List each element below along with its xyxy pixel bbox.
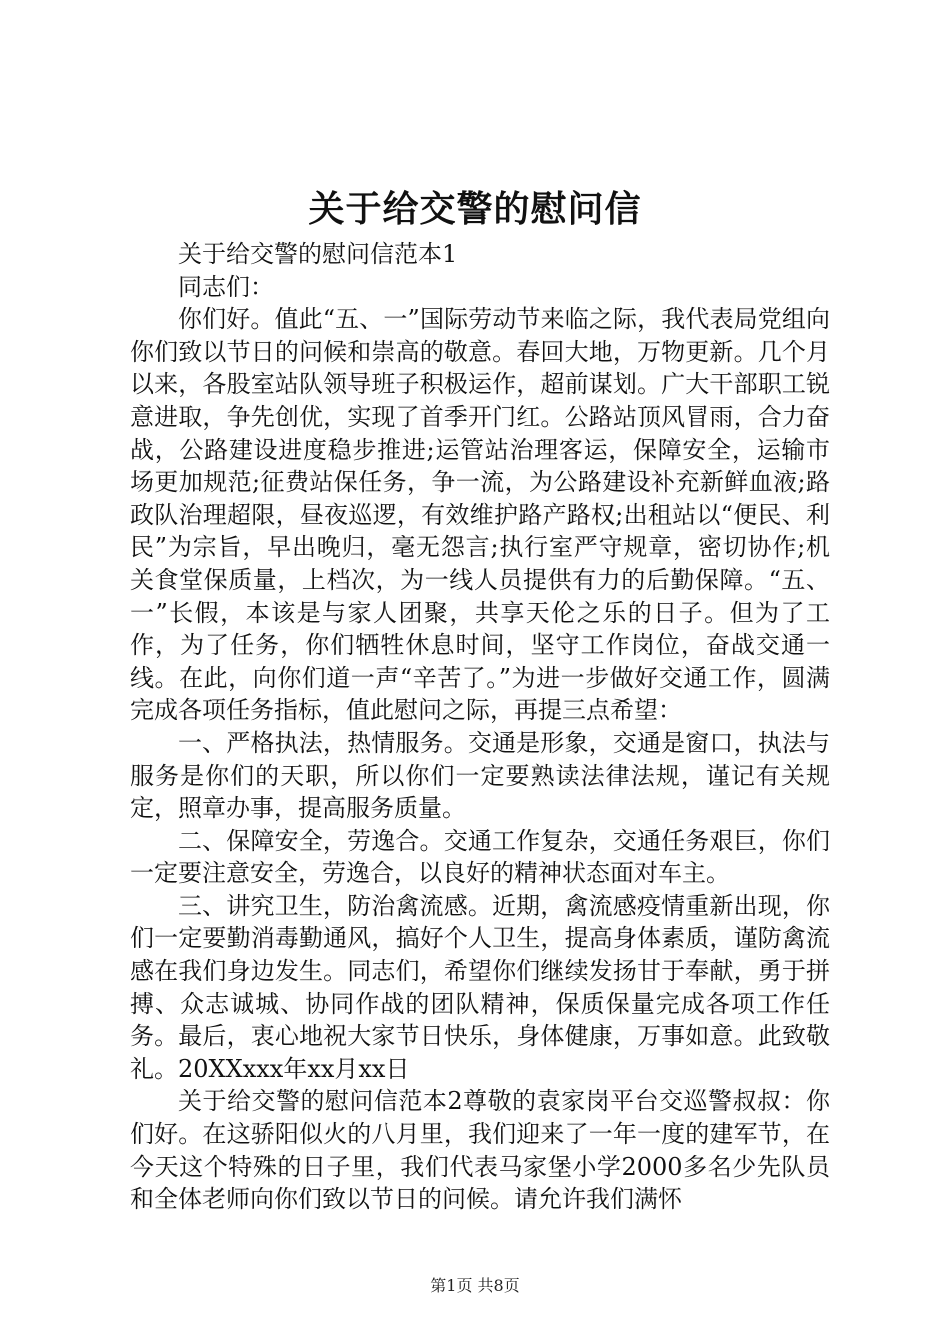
paragraph: 你们好。值此“五、一”国际劳动节来临之际，我代表局党组向你们致以节日的问候和崇高的敬意。春回大地，万物更新。几个月以来，各股室站队领导班子积极运作，超前谋划。广大干部职工锐意进取，争先创优，实现了首季开门红。公路站顶风冒雨，合力奋战，公路建设进度稳步推进;运管站治理客运，保障安全，运输市场更加规范;征费站保任务，争一流，为公路建设补充新鲜血液;路政队治理超限，昼夜巡逻，有效维护路产路权;出租站以“便民、利民”为宗旨，早出晚归，毫无怨言;执行室严守规章，密切协作;机关食堂保质量，上档次，为一线人员提供有力的后勤保障。“五、一”长假，本该是与家人团聚，共享天伦之乐的日子。但为了工作，为了任务，你们牺牲休息时间，坚守工作岗位，奋战交通一线。在此，向你们道一声“辛苦了。”为进一步做好交通工作，圆满完成各项任务指标，值此慰问之际，再提三点希望： — [130, 305, 830, 725]
paragraph: 三、讲究卫生，防治禽流感。近期，禽流感疫情重新出现，你们一定要勤消毒勤通风，搞好个人卫生，提高身体素质，谨防禽流感在我们身边发生。同志们，希望你们继续发扬甘于奉献，勇于拼搏、众志诚城、协同作战的团队精神，保质保量完成各项工作任务。最后，衷心地祝大家节日快乐，身体健康，万事如意。此致敬礼。20XXxxx年xx月xx日 — [130, 891, 830, 1083]
paragraph: 关于给交警的慰问信范本1 — [178, 240, 458, 268]
paragraph: 同志们： — [178, 272, 274, 301]
paragraph: 一、严格执法，热情服务。交通是形象，交通是窗口，执法与服务是你们的天职，所以你们一定要熟读法律法规，谨记有关规定，照章办事，提高服务质量。 — [130, 728, 830, 823]
page-number-footer: 第1页 共8页 — [430, 1276, 520, 1295]
document-title: 关于给交警的慰问信 — [308, 188, 642, 230]
document-body — [130, 238, 830, 1216]
paragraph: 二、保障安全，劳逸合。交通工作复杂，交通任务艰巨，你们一定要注意安全，劳逸合，以良好的精神状态面对车主。 — [130, 826, 830, 888]
paragraph: 关于给交警的慰问信范本2尊敬的袁家岗平台交巡警叔叔：你们好。在这骄阳似火的八月里，我们迎来了一年一度的建军节，在今天这个特殊的日子里，我们代表马家堡小学2000多名少先队员和全体老师向你们致以节日的问候。请允许我们满怀 — [130, 1087, 830, 1214]
